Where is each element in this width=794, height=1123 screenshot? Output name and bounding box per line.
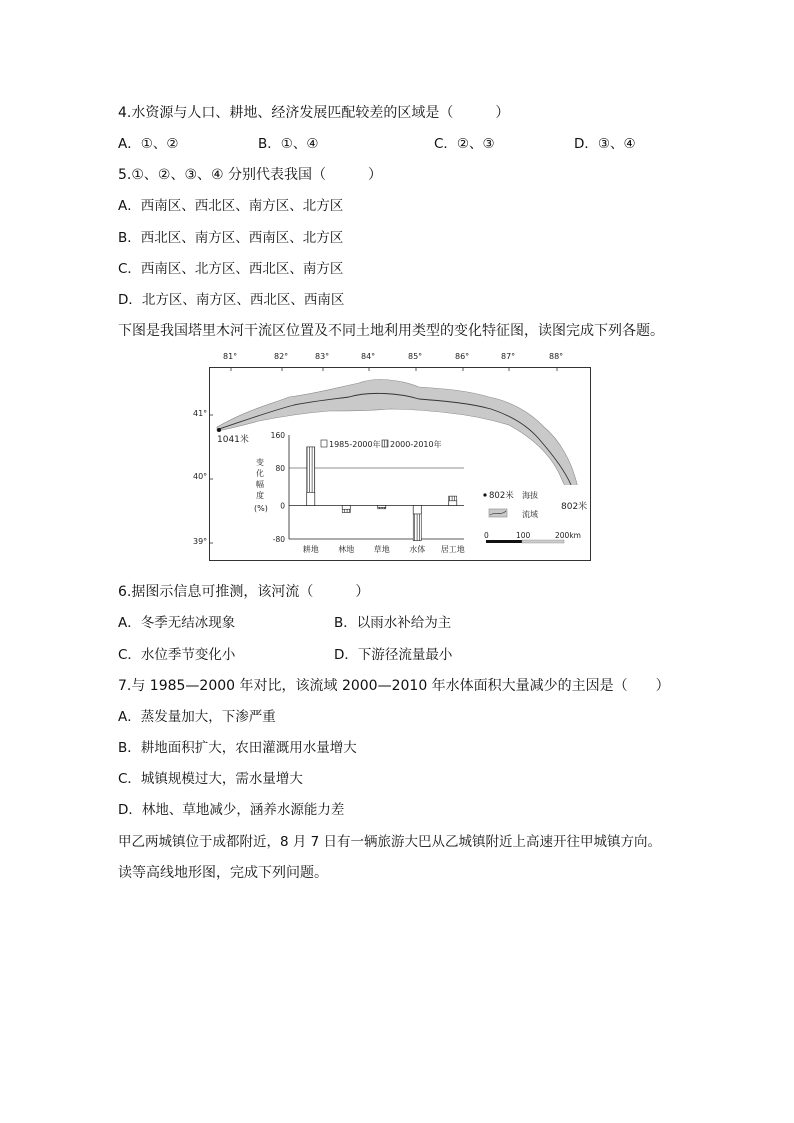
q5-option-a: A．西南区、西北区、南方区、北方区 (118, 198, 344, 214)
y-tick-label: 0 (280, 501, 285, 511)
q7-option-b: B．耕地面积扩大，农田灌溉用水量增大 (118, 740, 357, 756)
lon-label: 88° (549, 352, 564, 361)
lon-label: 87° (501, 352, 516, 361)
start-point (217, 428, 221, 432)
lon-label: 86° (455, 352, 470, 361)
legend-basin-text: 流域 (522, 510, 538, 519)
lon-label: 82° (274, 352, 289, 361)
q4-option-b: B．①、④ (258, 136, 319, 152)
q5-option-b: B．西北区、南方区、西南区、北方区 (118, 230, 344, 246)
category-label-1: 林地 (338, 545, 355, 554)
figure-intro: 下图是我国塔里木河干流区位置及不同土地利用类型的变化特征图，读图完成下列各题。 (118, 323, 664, 339)
lat-label: 41° (193, 409, 208, 418)
bar-overlay-1985-4 (449, 501, 457, 506)
q6-stem: 6.据图示信息可推测，该河流（ ） (118, 584, 370, 600)
y-label-5: (%) (254, 504, 268, 513)
q7-option-d: D．林地、草地减少，涵养水源能力差 (118, 802, 345, 818)
y-tick-label: 80 (275, 464, 285, 473)
intro2-line2: 读等高线地形图，完成下列问题。 (118, 865, 328, 881)
legend-elev-value: 802米 (489, 491, 514, 501)
q6-option-b: B．以雨水补给为主 (334, 615, 452, 631)
bar-overlay-1985-3 (413, 506, 421, 514)
tarim-river-figure (209, 367, 591, 561)
start-elevation-label: 1041米 (217, 435, 249, 445)
q5-option-d: D．北方区、南方区、西北区、西南区 (118, 292, 345, 308)
lon-label: 84° (361, 352, 376, 361)
y-label-4: 度 (256, 491, 264, 500)
q6-option-d: D．下游径流量最小 (334, 647, 453, 663)
q5-option-c: C．西南区、北方区、西北区、南方区 (118, 261, 344, 277)
scale-label-0: 0 (484, 531, 489, 540)
q6-option-c: C．水位季节变化小 (118, 647, 236, 663)
q4-stem: 4.水资源与人口、耕地、经济发展匹配较差的区域是（ ） (118, 105, 510, 121)
intro2-line1: 甲乙两城镇位于成都附近，8 月 7 日有一辆旅游大巴从乙城镇附近上高速开往甲城镇方向。 (118, 834, 662, 850)
lat-label: 39° (193, 537, 208, 546)
category-label-3: 水体 (409, 545, 426, 554)
lon-label: 85° (408, 352, 423, 361)
bar-overlay-1985-0 (307, 492, 315, 505)
q6-option-a: A．冬季无结冰现象 (118, 615, 236, 631)
scale-label-100: 100 (516, 531, 531, 540)
lon-label: 81° (223, 352, 238, 361)
lat-label: 40° (193, 472, 208, 481)
q4-option-c: C．②、③ (434, 136, 495, 152)
legend-swatch-1985 (321, 440, 327, 447)
y-tick-label: -80 (272, 535, 285, 544)
category-label-0: 耕地 (302, 545, 319, 554)
y-label-2: 化 (256, 469, 264, 478)
y-label-1: 变 (256, 458, 264, 467)
bar-overlay-1985-2 (378, 506, 386, 508)
q5-stem: 5.①、②、③、④ 分别代表我国（ ） (118, 167, 383, 183)
q7-stem: 7.与 1985—2000 年对比，该流域 2000—2010 年水体面积大量减少的主因是（ ） (118, 678, 670, 694)
legend-elev-text: 海拔 (522, 491, 538, 500)
q7-option-c: C．城镇规模过大，需水量增大 (118, 771, 303, 787)
q4-option-d: D．③、④ (574, 136, 636, 152)
category-label-4: 居工地 (440, 545, 465, 554)
q7-option-a: A．蒸发量加大，下渗严重 (118, 709, 276, 725)
legend-swatch-2000 (382, 440, 388, 447)
legend-elev-dot (483, 493, 486, 496)
y-label-3: 幅 (256, 480, 264, 489)
y-tick-label: 160 (270, 431, 285, 440)
lon-label: 83° (315, 352, 330, 361)
category-label-2: 草地 (373, 545, 390, 554)
bar-overlay-1985-1 (342, 506, 350, 510)
legend-label-2000: 2000-2010年 (390, 440, 442, 449)
legend-label-1985: 1985-2000年 (329, 440, 381, 449)
scale-label-200: 200km (555, 531, 581, 540)
end-elevation-label: 802米 (561, 502, 588, 512)
q4-option-a: A．①、② (118, 136, 179, 152)
